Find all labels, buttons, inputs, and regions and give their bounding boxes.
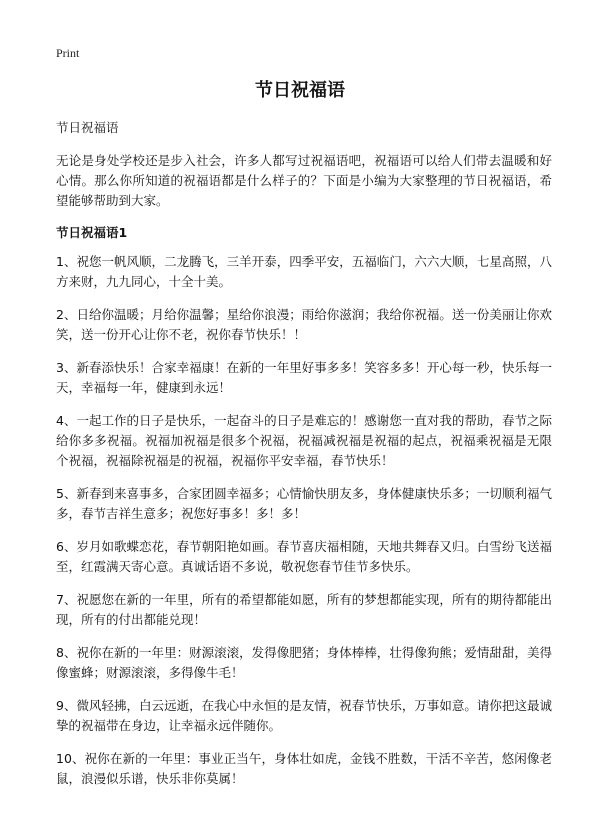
article-body	[56, 118, 552, 802]
section-heading: 节日祝福语1	[56, 225, 128, 240]
page-title: 节日祝福语	[255, 80, 345, 101]
greeting-item-8: 8、祝你在新的一年里：财源滚滚，发得像肥猪；身体棒棒，壮得像狗熊；爱情甜甜，美得像蜜蜂；财源滚滚，多得像牛毛！	[56, 645, 552, 680]
greeting-item-9: 9、微风轻拂，白云远逝，在我心中永恒的是友情，祝春节快乐，万事如意。请你把这最诚挚的祝福带在身边，让幸福永远伴随你。	[56, 698, 552, 733]
greeting-item-5: 5、新春到来喜事多，合家团圆幸福多；心情愉快朋友多，身体健康快乐多；一切顺利福气多，春节吉祥生意多；祝您好事多！多！多！	[56, 486, 552, 521]
greeting-item-10: 10、祝你在新的一年里：事业正当午，身体壮如虎，金钱不胜数，干活不辛苦，悠闲像老鼠，浪漫似乐谱，快乐非你莫属！	[56, 751, 552, 786]
intro-paragraph: 无论是身处学校还是步入社会，许多人都写过祝福语吧，祝福语可以给人们带去温暖和好心情。那么你所知道的祝福语都是什么样子的？下面是小编为大家整理的节日祝福语，希望能够帮助到大家。	[56, 153, 552, 208]
greeting-item-7: 7、祝愿您在新的一年里，所有的希望都能如愿，所有的梦想都能实现，所有的期待都能出现，所有的付出都能兑现！	[56, 592, 552, 627]
article-subtitle: 节日祝福语	[56, 120, 119, 135]
greeting-item-6: 6、岁月如歌蝶恋花，春节朝阳艳如画。春节喜庆福相随，天地共舞春又归。白雪纷飞送福至，红霞满天寄心意。真诚话语不多说，敬祝您春节佳节多快乐。	[56, 539, 552, 574]
greeting-item-1: 1、祝您一帆风顺，二龙腾飞，三羊开泰，四季平安，五福临门，六六大顺，七星高照，八方来财，九九同心，十全十美。	[56, 254, 552, 289]
greeting-item-3: 3、新春添快乐！合家幸福康！在新的一年里好事多多！笑容多多！开心每一秒，快乐每一天，幸福每一年，健康到永远！	[56, 360, 552, 395]
greeting-item-2: 2、日给你温暖；月给你温馨；星给你浪漫；雨给你滋润；我给你祝福。送一份美丽让你欢笑，送一份开心让你不老，祝你春节快乐！！	[56, 307, 552, 342]
greeting-item-4: 4、一起工作的日子是快乐，一起奋斗的日子是难忘的！感谢您一直对我的帮助，春节之际给你多多祝福。祝福加祝福是很多个祝福，祝福减祝福是祝福的起点，祝福乘祝福是无限个祝福，祝福除祝福是的祝福，祝福你平安幸福，春节快乐！	[56, 413, 552, 468]
print-link[interactable]: Print	[56, 46, 80, 60]
